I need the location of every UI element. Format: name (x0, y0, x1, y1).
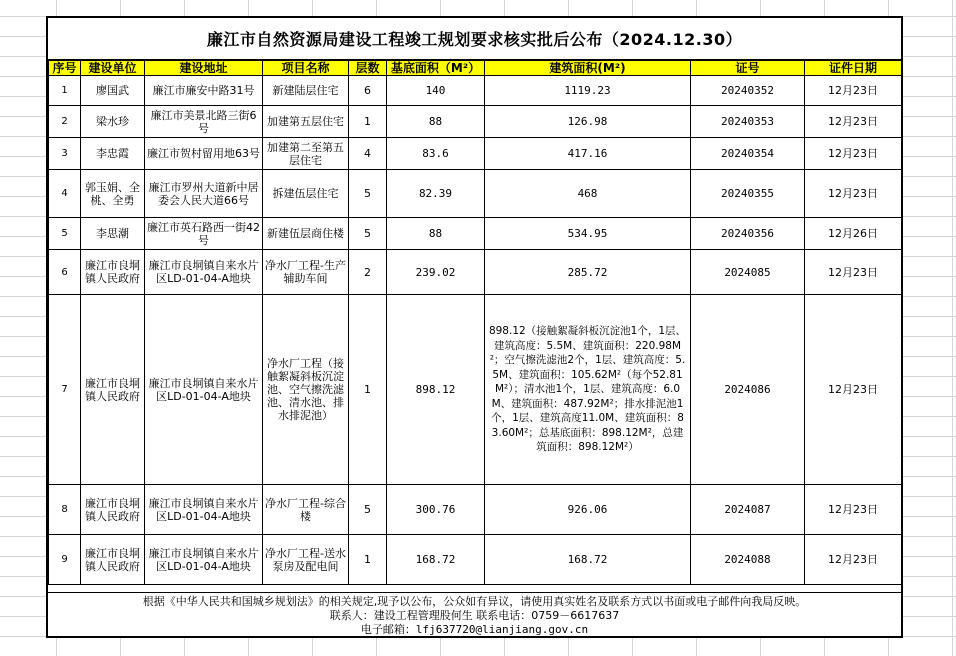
header-cert: 证号 (691, 61, 805, 76)
table-row (49, 76, 902, 106)
table-row (49, 218, 902, 250)
date-cell: 12月23日 (805, 295, 902, 485)
seq-cell: 4 (49, 170, 81, 218)
unit-cell: 廉江市良垌镇人民政府 (81, 485, 145, 535)
building-area-cell: 417.16 (485, 138, 691, 170)
header-floors: 层数 (349, 61, 387, 76)
cert-cell: 20240354 (691, 138, 805, 170)
cert-cell: 20240353 (691, 106, 805, 138)
project-cell: 加建第五层住宅 (263, 106, 349, 138)
date-cell: 12月23日 (805, 106, 902, 138)
email-text: 电子邮箱：lfj637720@lianjiang.gov.cn (360, 623, 589, 636)
project-cell: 新建伍层商住楼 (263, 218, 349, 250)
cert-cell: 2024086 (691, 295, 805, 485)
base-area-cell: 83.6 (387, 138, 485, 170)
date-cell: 12月23日 (805, 535, 902, 585)
seq-cell: 2 (49, 106, 81, 138)
base-area-cell: 140 (387, 76, 485, 106)
page-title: 廉江市自然资源局建设工程竣工规划要求核实批后公布（2024.12.30） (48, 18, 901, 60)
table-row (49, 250, 902, 295)
address-cell: 廉江市廉安中路31号 (145, 76, 263, 106)
building-area-cell: 898.12（接触絮凝斜板沉淀池1个，1层、建筑高度：5.5M、建筑面积：220.98M²；空气擦洗滤池2个，1层、建筑高度：5.5M、建筑面积：105.62M²（每个52.81M²）；清水池1个，1层、建筑高度：6.0M、建筑面积：487.92M²；排水排泥池1个，1层、建筑高度11.0M、建筑面积：83.60M²；总基底面积：898.12M²，总建筑面积：898.12M²） (485, 295, 691, 485)
date-cell: 12月23日 (805, 138, 902, 170)
header-address: 建设地址 (145, 61, 263, 76)
seq-cell: 9 (49, 535, 81, 585)
building-area-cell: 285.72 (485, 250, 691, 295)
header-base-area: 基底面积（M²） (387, 61, 485, 76)
announcement-document (46, 16, 903, 638)
project-cell: 净水厂工程（接触絮凝斜板沉淀池、空气擦洗滤池、清水池、排水排泥池） (263, 295, 349, 485)
table-row (49, 295, 902, 485)
cert-cell: 2024085 (691, 250, 805, 295)
building-area-cell: 1119.23 (485, 76, 691, 106)
header-project: 项目名称 (263, 61, 349, 76)
building-area-cell: 126.98 (485, 106, 691, 138)
date-cell: 12月23日 (805, 250, 902, 295)
address-cell: 廉江市良垌镇自来水片区LD-01-04-A地块 (145, 295, 263, 485)
address-cell: 廉江市良垌镇自来水片区LD-01-04-A地块 (145, 535, 263, 585)
base-area-cell: 168.72 (387, 535, 485, 585)
unit-cell: 梁水珍 (81, 106, 145, 138)
header-unit: 建设单位 (81, 61, 145, 76)
table-row (49, 106, 902, 138)
project-cell: 新建陆层住宅 (263, 76, 349, 106)
base-area-cell: 898.12 (387, 295, 485, 485)
table-header-row (49, 61, 902, 76)
address-cell: 廉江市良垌镇自来水片区LD-01-04-A地块 (145, 250, 263, 295)
unit-cell: 李忠霞 (81, 138, 145, 170)
project-cell: 净水厂工程-生产辅助车间 (263, 250, 349, 295)
floors-cell: 5 (349, 170, 387, 218)
unit-cell: 郭玉娟、全桃、全勇 (81, 170, 145, 218)
unit-cell: 廉江市良垌镇人民政府 (81, 250, 145, 295)
building-area-cell: 468 (485, 170, 691, 218)
cert-cell: 2024088 (691, 535, 805, 585)
project-cell: 加建第二至第五层住宅 (263, 138, 349, 170)
project-cell: 净水厂工程-综合楼 (263, 485, 349, 535)
unit-cell: 廖国武 (81, 76, 145, 106)
seq-cell: 3 (49, 138, 81, 170)
address-cell: 廉江市英石路西一街42号 (145, 218, 263, 250)
address-cell: 廉江市美景北路三街6号 (145, 106, 263, 138)
date-cell: 12月23日 (805, 76, 902, 106)
floors-cell: 2 (349, 250, 387, 295)
building-area-cell: 926.06 (485, 485, 691, 535)
floors-cell: 5 (349, 485, 387, 535)
building-area-cell: 534.95 (485, 218, 691, 250)
header-building-area: 建筑面积(M²) (485, 61, 691, 76)
cert-cell: 20240352 (691, 76, 805, 106)
unit-cell: 廉江市良垌镇人民政府 (81, 295, 145, 485)
seq-cell: 5 (49, 218, 81, 250)
base-area-cell: 239.02 (387, 250, 485, 295)
cert-cell: 20240355 (691, 170, 805, 218)
floors-cell: 1 (349, 535, 387, 585)
cert-cell: 20240356 (691, 218, 805, 250)
project-cell: 拆建伍层住宅 (263, 170, 349, 218)
approval-table (48, 60, 902, 585)
cert-cell: 2024087 (691, 485, 805, 535)
date-cell: 12月23日 (805, 485, 902, 535)
header-date: 证件日期 (805, 61, 902, 76)
seq-cell: 1 (49, 76, 81, 106)
building-area-cell: 168.72 (485, 535, 691, 585)
unit-cell: 李思潮 (81, 218, 145, 250)
floors-cell: 1 (349, 295, 387, 485)
contact-text: 联系人：建设工程管理股何生 联系电话：0759－6617637 (329, 609, 620, 622)
table-row (49, 485, 902, 535)
date-cell: 12月23日 (805, 170, 902, 218)
date-cell: 12月26日 (805, 218, 902, 250)
seq-cell: 6 (49, 250, 81, 295)
notice-text: 根据《中华人民共和国城乡规划法》的相关规定,现予以公布，公众如有异议，请使用真实姓名及联系方式以书面或电子邮件向我局反映。 (142, 595, 807, 608)
table-row (49, 535, 902, 585)
base-area-cell: 88 (387, 106, 485, 138)
table-row (49, 138, 902, 170)
floors-cell: 1 (349, 106, 387, 138)
address-cell: 廉江市罗州大道新中居委会人民大道66号 (145, 170, 263, 218)
base-area-cell: 88 (387, 218, 485, 250)
base-area-cell: 300.76 (387, 485, 485, 535)
floors-cell: 5 (349, 218, 387, 250)
address-cell: 廉江市贺村留用地63号 (145, 138, 263, 170)
base-area-cell: 82.39 (387, 170, 485, 218)
seq-cell: 8 (49, 485, 81, 535)
table-row (49, 170, 902, 218)
address-cell: 廉江市良垌镇自来水片区LD-01-04-A地块 (145, 485, 263, 535)
floors-cell: 4 (349, 138, 387, 170)
unit-cell: 廉江市良垌镇人民政府 (81, 535, 145, 585)
floors-cell: 6 (349, 76, 387, 106)
notice-footer (48, 592, 901, 638)
project-cell: 净水厂工程-送水泵房及配电间 (263, 535, 349, 585)
seq-cell: 7 (49, 295, 81, 485)
header-seq: 序号 (49, 61, 81, 76)
